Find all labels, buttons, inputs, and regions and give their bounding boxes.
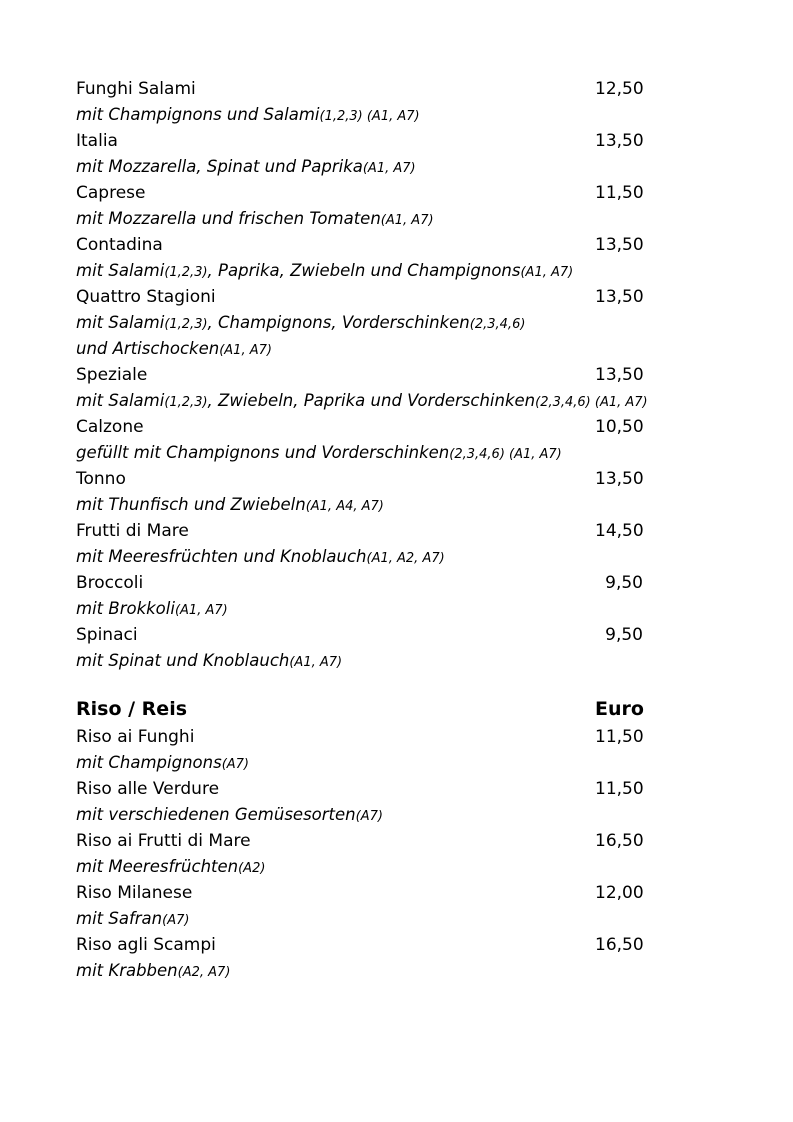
allergen-codes: (1,2,3) — [164, 265, 208, 280]
menu-item-description — [76, 492, 716, 518]
menu-item-description — [76, 596, 716, 622]
menu-item-name: Tonno — [76, 469, 126, 489]
allergen-codes: (A1, A7) — [362, 161, 416, 176]
menu-item — [76, 622, 716, 674]
description-text: mit verschiedenen Gemüsesorten — [76, 805, 356, 824]
description-text: mit Meeresfrüchten und Knoblauch — [76, 547, 367, 566]
menu-item-name-row — [76, 362, 716, 388]
menu-item — [76, 414, 716, 466]
description-text: mit Champignons — [76, 753, 222, 772]
menu-item-price: 9,50 — [605, 625, 643, 645]
allergen-codes: (2,3,4,6) (A1, A7) — [535, 395, 648, 410]
menu-item-name: Funghi Salami — [76, 79, 196, 99]
menu-item-name-row — [76, 518, 716, 544]
menu-item-description — [76, 154, 716, 180]
allergen-codes: (A1, A7) — [289, 655, 343, 670]
menu-item — [76, 362, 716, 414]
menu-item-name-row — [76, 828, 716, 854]
menu-item-name: Riso agli Scampi — [76, 935, 216, 955]
menu-item-description — [76, 336, 716, 362]
menu-item — [76, 828, 716, 880]
allergen-codes: (A7) — [355, 809, 383, 824]
menu-item-price: 11,50 — [595, 779, 644, 799]
menu-item-name: Spinaci — [76, 625, 138, 645]
menu-item-name: Riso Milanese — [76, 883, 193, 903]
menu-item-description — [76, 854, 716, 880]
menu-item — [76, 284, 716, 362]
menu-item — [76, 880, 716, 932]
menu-item — [76, 724, 716, 776]
menu-item-name: Italia — [76, 131, 118, 151]
riso-list — [76, 724, 716, 984]
riso-section-header — [76, 694, 716, 724]
menu-item-description — [76, 544, 716, 570]
description-text: mit Meeresfrüchten — [76, 857, 239, 876]
menu-item-price: 16,50 — [595, 831, 644, 851]
menu-item-description — [76, 206, 716, 232]
description-text: mit Salami — [76, 261, 165, 280]
allergen-codes: (A7) — [162, 913, 190, 928]
menu-item-price: 13,50 — [595, 287, 644, 307]
riso-section-title: Riso / Reis — [76, 698, 188, 720]
allergen-codes: (A1, A7) — [174, 603, 228, 618]
menu-item-price: 9,50 — [605, 573, 643, 593]
description-text: mit Spinat und Knoblauch — [76, 651, 290, 670]
menu-item-name: Riso ai Funghi — [76, 727, 195, 747]
menu-item-name: Riso ai Frutti di Mare — [76, 831, 251, 851]
menu-item-name: Riso alle Verdure — [76, 779, 220, 799]
menu-item-name-row — [76, 622, 716, 648]
menu-item-name-row — [76, 724, 716, 750]
menu-item — [76, 570, 716, 622]
description-text: , Champignons, Vorderschinken — [207, 313, 470, 332]
description-text: , Zwiebeln, Paprika und Vorderschinken — [207, 391, 536, 410]
menu-item-description — [76, 802, 716, 828]
description-text: mit Salami — [76, 391, 165, 410]
description-text: und Artischocken — [76, 339, 220, 358]
menu-item-description — [76, 958, 716, 984]
menu-item — [76, 180, 716, 232]
menu-item-name-row — [76, 466, 716, 492]
description-text: mit Krabben — [76, 961, 178, 980]
menu-item-name-row — [76, 880, 716, 906]
menu-item-price: 13,50 — [595, 469, 644, 489]
menu-item-name: Quattro Stagioni — [76, 287, 216, 307]
menu-item-name-row — [76, 570, 716, 596]
description-text: gefüllt mit Champignons und Vorderschinken — [76, 443, 450, 462]
currency-label: Euro — [595, 698, 644, 720]
menu-item — [76, 466, 716, 518]
description-text: mit Champignons und Salami — [76, 105, 320, 124]
menu-item-name: Calzone — [76, 417, 144, 437]
menu-item — [76, 776, 716, 828]
menu-item-description — [76, 648, 716, 674]
description-text: mit Thunfisch und Zwiebeln — [76, 495, 306, 514]
description-text: mit Brokkoli — [76, 599, 175, 618]
description-text: mit Salami — [76, 313, 165, 332]
menu-item-price: 14,50 — [595, 521, 644, 541]
menu-item-description — [76, 310, 716, 336]
menu-item — [76, 128, 716, 180]
menu-item-name: Frutti di Mare — [76, 521, 189, 541]
pizza-list — [76, 76, 716, 674]
menu-page — [76, 76, 716, 984]
menu-item-price: 16,50 — [595, 935, 644, 955]
menu-item-price: 12,50 — [595, 79, 644, 99]
allergen-codes: (1,2,3) — [164, 317, 208, 332]
allergen-codes: (1,2,3) — [164, 395, 208, 410]
description-text: , Paprika, Zwiebeln und Champignons — [207, 261, 521, 280]
menu-item-name: Caprese — [76, 183, 146, 203]
allergen-codes: (A1, A7) — [520, 265, 574, 280]
allergen-codes: (1,2,3) (A1, A7) — [319, 109, 420, 124]
menu-item-name-row — [76, 414, 716, 440]
menu-item-price: 13,50 — [595, 365, 644, 385]
menu-item-name-row — [76, 180, 716, 206]
menu-item-name-row — [76, 76, 716, 102]
allergen-codes: (A1, A7) — [380, 213, 434, 228]
menu-item-description — [76, 750, 716, 776]
allergen-codes: (A7) — [221, 757, 249, 772]
menu-item-description — [76, 102, 716, 128]
allergen-codes: (A2, A7) — [177, 965, 231, 980]
allergen-codes: (A2) — [238, 861, 266, 876]
menu-item-price: 12,00 — [595, 883, 644, 903]
menu-item-price: 13,50 — [595, 131, 644, 151]
menu-item-name-row — [76, 232, 716, 258]
description-text: mit Safran — [76, 909, 163, 928]
allergen-codes: (A1, A4, A7) — [305, 499, 384, 514]
menu-item-name-row — [76, 776, 716, 802]
menu-item-price: 11,50 — [595, 183, 644, 203]
menu-item-name: Broccoli — [76, 573, 144, 593]
menu-item-name: Speziale — [76, 365, 148, 385]
menu-item-description — [76, 258, 716, 284]
menu-item-price: 10,50 — [595, 417, 644, 437]
menu-item-price: 11,50 — [595, 727, 644, 747]
menu-item — [76, 932, 716, 984]
allergen-codes: (2,3,4,6) — [469, 317, 526, 332]
menu-item-name-row — [76, 128, 716, 154]
menu-item-description — [76, 388, 716, 414]
menu-item-price: 13,50 — [595, 235, 644, 255]
allergen-codes: (2,3,4,6) (A1, A7) — [449, 447, 562, 462]
allergen-codes: (A1, A2, A7) — [366, 551, 445, 566]
description-text: mit Mozzarella, Spinat und Paprika — [76, 157, 363, 176]
menu-item — [76, 76, 716, 128]
menu-item-name-row — [76, 932, 716, 958]
menu-item — [76, 232, 716, 284]
menu-item-description — [76, 906, 716, 932]
menu-item-description — [76, 440, 716, 466]
menu-item-name-row — [76, 284, 716, 310]
menu-item — [76, 518, 716, 570]
allergen-codes: (A1, A7) — [219, 343, 272, 358]
description-text: mit Mozzarella und frischen Tomaten — [76, 209, 381, 228]
menu-item-name: Contadina — [76, 235, 163, 255]
